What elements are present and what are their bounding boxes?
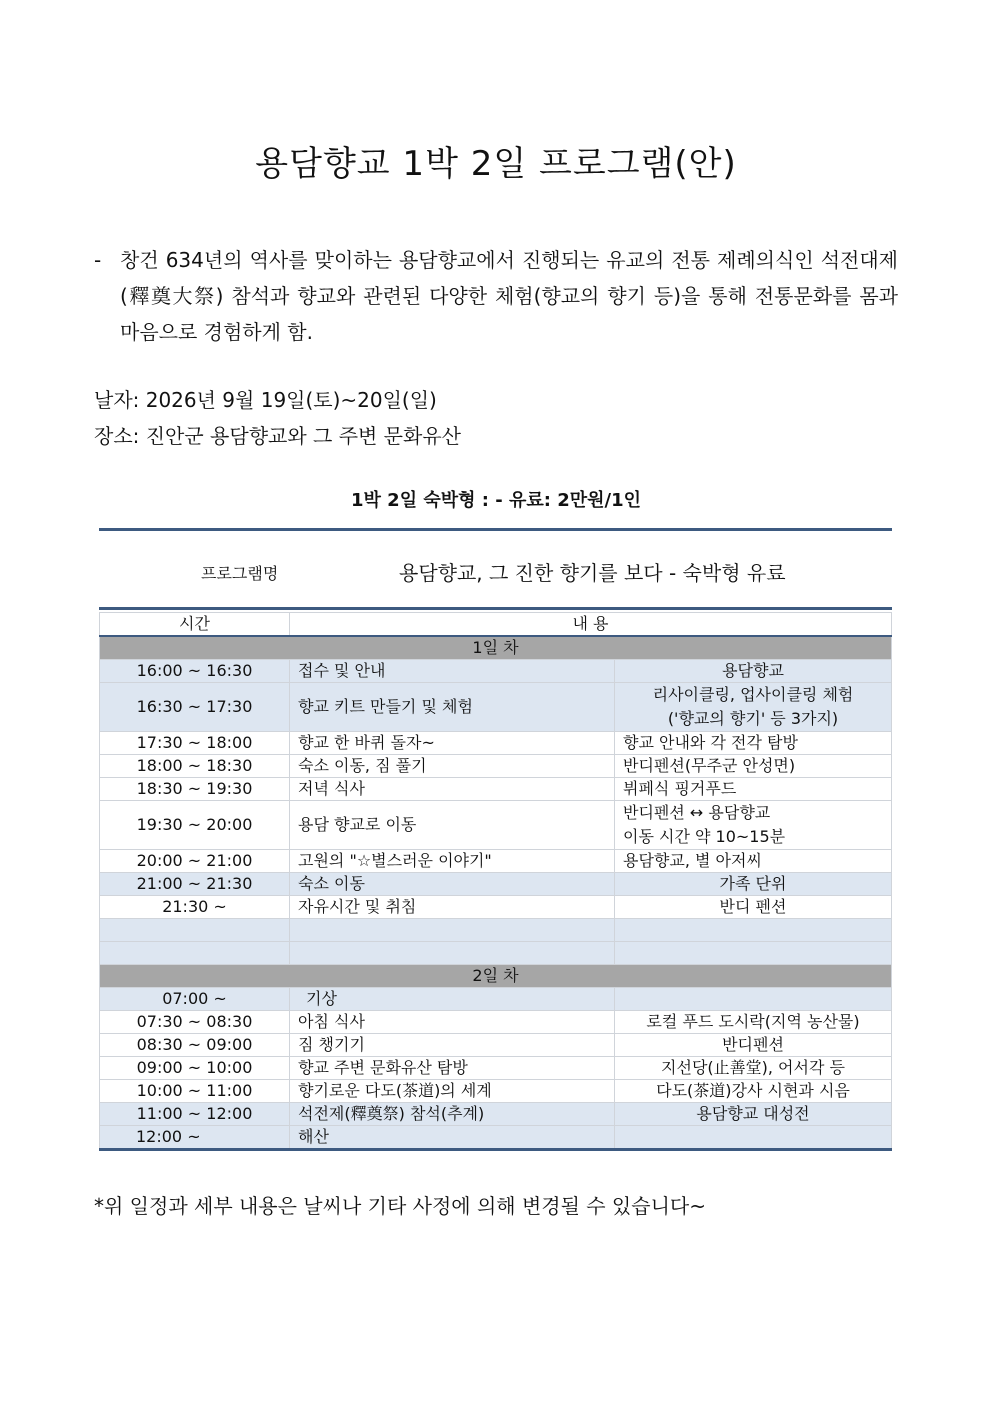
footnote: *위 일정과 세부 내용은 날씨나 기타 사정에 의해 변경될 수 있습니다~ (94, 1194, 706, 1218)
program-label: 프로그램명 (201, 564, 279, 583)
intro-paragraph (94, 242, 898, 350)
table-row: 12:00 ~ 해산 (100, 1126, 892, 1150)
table-row: 20:00 ~ 21:00 고원의 "☆별스러운 이야기" 용담향교, 별 아저씨 (100, 850, 892, 873)
table-row: 07:30 ~ 08:30 아침 식사 로컬 푸드 도시락(지역 농산물) (100, 1011, 892, 1034)
day2-header: 2일 차 (100, 965, 892, 988)
table-row: 09:00 ~ 10:00 향교 주변 문화유산 탐방 지선당(止善堂), 어서각 등 (100, 1057, 892, 1080)
program-name: 용담향교, 그 진한 향기를 보다 - 숙박형 유료 (399, 561, 786, 585)
table-row: 19:30 ~ 20:00 용담 향교로 이동 반디펜션 ↔ 용담향교 이동 시간 약 10~15분 (100, 801, 892, 850)
table-row: 16:00 ~ 16:30 접수 및 안내 용담향교 (100, 660, 892, 683)
schedule-table (99, 612, 892, 1151)
event-place: 장소: 진안군 용담향교와 그 주변 문화유산 (94, 424, 461, 448)
fee-subheading: 1박 2일 숙박형 : - 유료: 2만원/1인 (350, 490, 642, 511)
table-row: 18:00 ~ 18:30 숙소 이동, 짐 풀기 반디펜션(무주군 안성면) (100, 755, 892, 778)
intro-dash: - (94, 248, 102, 272)
empty-row (100, 919, 892, 942)
header-time: 시간 (100, 613, 290, 637)
event-date: 날자: 2026년 9월 19일(토)~20일(일) (94, 388, 437, 412)
empty-row (100, 942, 892, 965)
table-row: 11:00 ~ 12:00 석전제(釋奠祭) 참석(추계) 용담향교 대성전 (100, 1103, 892, 1126)
intro-text: 창건 634년의 역사를 맞이하는 용담향교에서 진행되는 유교의 전통 제례의식인 석전대제(釋奠大祭) 참석과 향교와 관련된 다양한 체험(향교의 향기 등)을 통해 전통문화를 몸과 마음으로 경험하게 함. (120, 248, 898, 344)
header-content: 내 용 (290, 613, 892, 637)
page-title: 용담향교 1박 2일 프로그램(안) (255, 144, 737, 184)
table-row: 08:30 ~ 09:00 짐 챙기기 반디펜션 (100, 1034, 892, 1057)
table-row: 18:30 ~ 19:30 저녁 식사 뷔페식 핑거푸드 (100, 778, 892, 801)
table-header-row (100, 613, 892, 637)
program-name-box (99, 528, 892, 610)
table-row: 21:30 ~ 자유시간 및 취침 반디 펜션 (100, 896, 892, 919)
table-row: 16:30 ~ 17:30 향교 키트 만들기 및 체험 리사이클링, 업사이클링 체험 ('향교의 향기' 등 3가지) (100, 683, 892, 732)
table-row: 10:00 ~ 11:00 향기로운 다도(茶道)의 세계 다도(茶道)강사 시현과 시음 (100, 1080, 892, 1103)
table-row: 07:00 ~ 기상 (100, 988, 892, 1011)
table-row: 21:00 ~ 21:30 숙소 이동 가족 단위 (100, 873, 892, 896)
table-row: 17:30 ~ 18:00 향교 한 바퀴 돌자~ 향교 안내와 각 전각 탐방 (100, 732, 892, 755)
day1-header: 1일 차 (100, 636, 892, 660)
